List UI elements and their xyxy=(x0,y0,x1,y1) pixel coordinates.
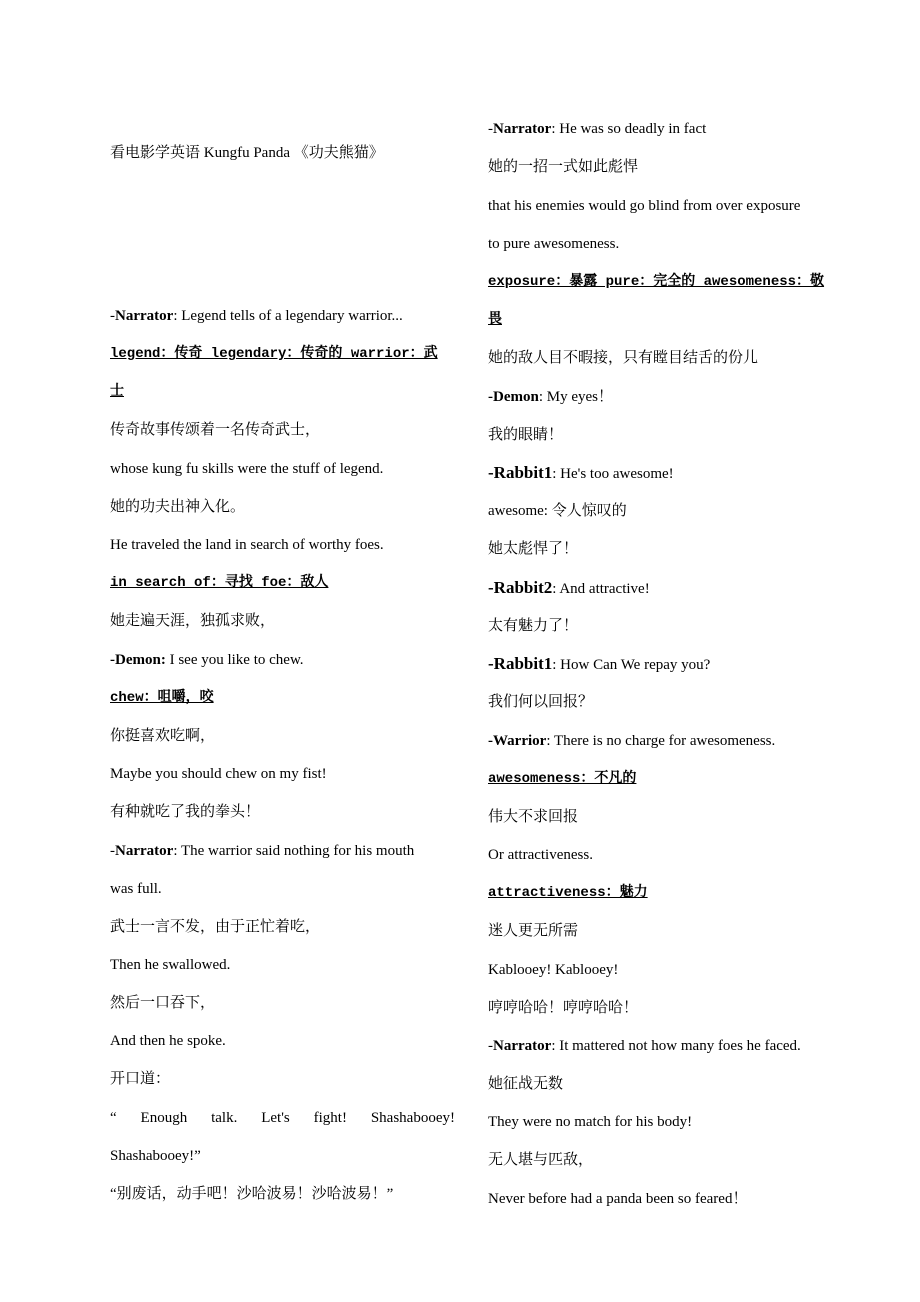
english-line: that his enemies would go blind from over exposure xyxy=(488,198,801,214)
warrior-line: -Warrior: There is no charge for awesomeness. xyxy=(488,733,776,749)
vocab-note: attractiveness：魅力 xyxy=(488,885,648,901)
rabbit-line: -Rabbit2: And attractive! xyxy=(488,578,650,597)
vocab-note: exposure：暴露 pure：完全的 awesomeness：敬 xyxy=(488,274,825,290)
chinese-line: 开口道： xyxy=(110,1071,171,1087)
chinese-line: 她征战无数 xyxy=(488,1076,564,1092)
speaker-label: -Demon: xyxy=(110,652,166,668)
english-line: Kablooey! Kablooey! xyxy=(488,962,619,978)
chinese-line: 我的眼睛！ xyxy=(488,427,564,443)
chinese-line: “别废话，动手吧！沙哈波易！沙哈波易！” xyxy=(110,1186,394,1202)
chinese-line: 你挺喜欢吃啊， xyxy=(110,728,216,744)
chinese-line: 她太彪悍了！ xyxy=(488,541,579,557)
vocab-note: in search of：寻找 foe：敌人 xyxy=(110,575,329,591)
speaker-label: Narrator xyxy=(115,308,174,324)
speaker-label: -Rabbit2 xyxy=(488,578,553,597)
chinese-line: 她走遍天涯，独孤求败， xyxy=(110,613,276,629)
chinese-line: 无人堪与匹敌， xyxy=(488,1152,594,1168)
chinese-line: 伟大不求回报 xyxy=(488,809,579,825)
vocab-note-cont: 畏 xyxy=(488,312,502,328)
speaker-label: -Demon xyxy=(488,389,539,405)
speaker-label: -Warrior xyxy=(488,733,547,749)
english-line: They were no match for his body! xyxy=(488,1114,693,1130)
chinese-line: 她的功夫出神入化。 xyxy=(110,499,246,515)
english-line: Never before had a panda been so feared！ xyxy=(488,1191,748,1207)
english-line: Maybe you should chew on my fist! xyxy=(110,766,327,782)
chinese-line: 哼哼哈哈！哼哼哈哈！ xyxy=(488,1000,639,1016)
vocab-note: chew：咀嚼，咬 xyxy=(110,690,214,706)
rabbit-line: -Rabbit1: He's too awesome! xyxy=(488,463,674,482)
demon-line: -Demon: My eyes！ xyxy=(488,389,613,405)
chinese-line: 迷人更无所需 xyxy=(488,923,579,939)
chinese-line: 太有魅力了！ xyxy=(488,618,579,634)
english-line: Or attractiveness. xyxy=(488,847,593,863)
speaker-label: Narrator xyxy=(493,121,552,137)
chinese-line: 有种就吃了我的拳头！ xyxy=(110,804,261,820)
narrator-line: -Narrator: It mattered not how many foes he faced. xyxy=(488,1038,801,1054)
vocab-note: legend：传奇 legendary：传奇的 warrior：武 xyxy=(110,346,438,362)
speaker-label: -Rabbit1 xyxy=(488,654,553,673)
speaker-label: -Rabbit1 xyxy=(488,463,553,482)
rabbit-line: -Rabbit1: How Can We repay you? xyxy=(488,654,711,673)
chinese-line: 我们何以回报？ xyxy=(488,694,594,710)
speaker-label: Narrator xyxy=(115,843,174,859)
narrator-line-cont: was full. xyxy=(110,881,162,897)
english-line: He traveled the land in search of worthy foes. xyxy=(110,537,384,553)
document-title: 看电影学英语 Kungfu Panda 《功夫熊猫》 xyxy=(110,145,384,161)
narrator-line: -Narrator: Legend tells of a legendary warrior... xyxy=(110,308,403,324)
demon-line: -Demon: I see you like to chew. xyxy=(110,652,304,668)
chinese-line: 她的一招一式如此彪悍 xyxy=(488,159,639,175)
speaker-label: Narrator xyxy=(493,1038,552,1054)
vocab-note: awesomeness：不凡的 xyxy=(488,771,637,787)
narrator-line: -Narrator: The warrior said nothing for his mouth xyxy=(110,843,415,859)
quote-line-cont: Shashabooey!” xyxy=(110,1148,201,1164)
english-line: to pure awesomeness. xyxy=(488,236,620,252)
chinese-line: 传奇故事传颂着一名传奇武士， xyxy=(110,422,321,438)
english-line: Then he swallowed. xyxy=(110,957,231,973)
english-line: whose kung fu skills were the stuff of legend. xyxy=(110,461,384,477)
chinese-line: 她的敌人目不暇接，只有瞠目结舌的份儿 xyxy=(488,350,759,366)
narrator-line: -Narrator: He was so deadly in fact xyxy=(488,121,707,137)
quote-line: “ Enough talk. Let's fight! Shashabooey! xyxy=(110,1110,455,1126)
chinese-line: 然后一口吞下， xyxy=(110,995,216,1011)
chinese-line: 武士一言不发，由于正忙着吃， xyxy=(110,919,321,935)
english-line: And then he spoke. xyxy=(110,1033,226,1049)
english-line: awesome: 令人惊叹的 xyxy=(488,503,627,519)
vocab-note-cont: 士 xyxy=(110,384,124,400)
